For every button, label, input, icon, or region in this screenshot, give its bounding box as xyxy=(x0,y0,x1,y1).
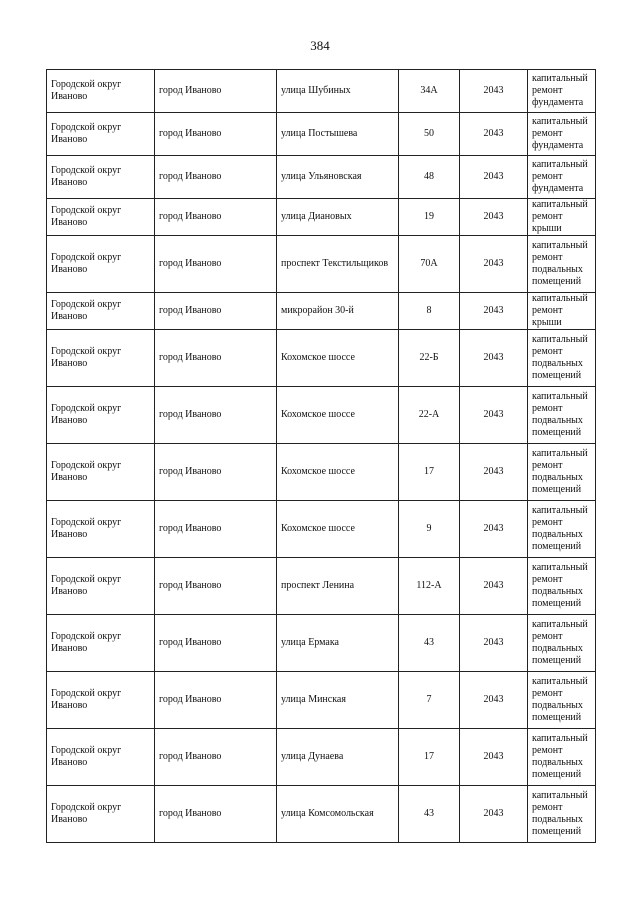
work-cell: капитальный ремонт фундамента xyxy=(528,113,596,156)
year-cell: 2043 xyxy=(460,387,528,444)
gorod-cell: город Иваново xyxy=(155,558,277,615)
table-row xyxy=(47,293,596,330)
house-cell: 43 xyxy=(399,786,460,843)
year-cell: 2043 xyxy=(460,615,528,672)
okrug-cell: Городской округ Иваново xyxy=(47,786,155,843)
gorod-cell: город Иваново xyxy=(155,70,277,113)
street-cell: проспект Текстильщиков xyxy=(277,236,399,293)
year-cell: 2043 xyxy=(460,729,528,786)
house-cell: 48 xyxy=(399,156,460,199)
gorod-cell: город Иваново xyxy=(155,444,277,501)
okrug-cell: Городской округ Иваново xyxy=(47,113,155,156)
gorod-cell: город Иваново xyxy=(155,113,277,156)
table-row xyxy=(47,786,596,843)
street-cell: улица Диановых xyxy=(277,199,399,236)
table-row xyxy=(47,113,596,156)
street-cell: проспект Ленина xyxy=(277,558,399,615)
year-cell: 2043 xyxy=(460,236,528,293)
okrug-cell: Городской округ Иваново xyxy=(47,672,155,729)
street-cell: Кохомское шоссе xyxy=(277,501,399,558)
house-cell: 19 xyxy=(399,199,460,236)
year-cell: 2043 xyxy=(460,156,528,199)
okrug-cell: Городской округ Иваново xyxy=(47,293,155,330)
house-cell: 17 xyxy=(399,729,460,786)
house-cell: 22-А xyxy=(399,387,460,444)
year-cell: 2043 xyxy=(460,330,528,387)
year-cell: 2043 xyxy=(460,501,528,558)
house-cell: 9 xyxy=(399,501,460,558)
work-cell: капитальный ремонт крыши xyxy=(528,199,596,236)
street-cell: микрорайон 30-й xyxy=(277,293,399,330)
repair-schedule-table xyxy=(46,69,596,843)
table-row xyxy=(47,729,596,786)
table-row xyxy=(47,199,596,236)
work-cell: капитальный ремонт подвальных помещений xyxy=(528,387,596,444)
table-row xyxy=(47,501,596,558)
year-cell: 2043 xyxy=(460,672,528,729)
okrug-cell: Городской округ Иваново xyxy=(47,156,155,199)
house-cell: 22-Б xyxy=(399,330,460,387)
gorod-cell: город Иваново xyxy=(155,293,277,330)
table-row xyxy=(47,236,596,293)
work-cell: капитальный ремонт подвальных помещений xyxy=(528,729,596,786)
house-cell: 34А xyxy=(399,70,460,113)
house-cell: 7 xyxy=(399,672,460,729)
work-cell: капитальный ремонт крыши xyxy=(528,293,596,330)
year-cell: 2043 xyxy=(460,558,528,615)
gorod-cell: город Иваново xyxy=(155,672,277,729)
okrug-cell: Городской округ Иваново xyxy=(47,444,155,501)
house-cell: 112-А xyxy=(399,558,460,615)
table-row xyxy=(47,387,596,444)
gorod-cell: город Иваново xyxy=(155,786,277,843)
table-row xyxy=(47,558,596,615)
year-cell: 2043 xyxy=(460,293,528,330)
year-cell: 2043 xyxy=(460,113,528,156)
okrug-cell: Городской округ Иваново xyxy=(47,70,155,113)
street-cell: улица Минская xyxy=(277,672,399,729)
page-number: 384 xyxy=(310,38,330,53)
house-cell: 70А xyxy=(399,236,460,293)
table-row xyxy=(47,330,596,387)
gorod-cell: город Иваново xyxy=(155,199,277,236)
okrug-cell: Городской округ Иваново xyxy=(47,501,155,558)
work-cell: капитальный ремонт подвальных помещений xyxy=(528,236,596,293)
gorod-cell: город Иваново xyxy=(155,330,277,387)
okrug-cell: Городской округ Иваново xyxy=(47,387,155,444)
work-cell: капитальный ремонт подвальных помещений xyxy=(528,501,596,558)
table-row xyxy=(47,615,596,672)
okrug-cell: Городской округ Иваново xyxy=(47,729,155,786)
work-cell: капитальный ремонт подвальных помещений xyxy=(528,615,596,672)
work-cell: капитальный ремонт подвальных помещений xyxy=(528,558,596,615)
work-cell: капитальный ремонт фундамента xyxy=(528,156,596,199)
street-cell: Кохомское шоссе xyxy=(277,444,399,501)
work-cell: капитальный ремонт подвальных помещений xyxy=(528,330,596,387)
year-cell: 2043 xyxy=(460,444,528,501)
work-cell: капитальный ремонт фундамента xyxy=(528,70,596,113)
street-cell: улица Шубиных xyxy=(277,70,399,113)
gorod-cell: город Иваново xyxy=(155,615,277,672)
house-cell: 8 xyxy=(399,293,460,330)
year-cell: 2043 xyxy=(460,70,528,113)
table-row xyxy=(47,672,596,729)
table-row xyxy=(47,156,596,199)
street-cell: улица Дунаева xyxy=(277,729,399,786)
house-cell: 50 xyxy=(399,113,460,156)
table-row xyxy=(47,70,596,113)
gorod-cell: город Иваново xyxy=(155,387,277,444)
gorod-cell: город Иваново xyxy=(155,156,277,199)
gorod-cell: город Иваново xyxy=(155,501,277,558)
okrug-cell: Городской округ Иваново xyxy=(47,236,155,293)
okrug-cell: Городской округ Иваново xyxy=(47,330,155,387)
work-cell: капитальный ремонт подвальных помещений xyxy=(528,444,596,501)
year-cell: 2043 xyxy=(460,786,528,843)
street-cell: улица Ермака xyxy=(277,615,399,672)
street-cell: улица Комсомольская xyxy=(277,786,399,843)
okrug-cell: Городской округ Иваново xyxy=(47,615,155,672)
street-cell: улица Ульяновская xyxy=(277,156,399,199)
table-row xyxy=(47,444,596,501)
street-cell: Кохомское шоссе xyxy=(277,387,399,444)
gorod-cell: город Иваново xyxy=(155,236,277,293)
okrug-cell: Городской округ Иваново xyxy=(47,199,155,236)
work-cell: капитальный ремонт подвальных помещений xyxy=(528,786,596,843)
okrug-cell: Городской округ Иваново xyxy=(47,558,155,615)
work-cell: капитальный ремонт подвальных помещений xyxy=(528,672,596,729)
house-cell: 17 xyxy=(399,444,460,501)
street-cell: Кохомское шоссе xyxy=(277,330,399,387)
house-cell: 43 xyxy=(399,615,460,672)
street-cell: улица Постышева xyxy=(277,113,399,156)
year-cell: 2043 xyxy=(460,199,528,236)
gorod-cell: город Иваново xyxy=(155,729,277,786)
